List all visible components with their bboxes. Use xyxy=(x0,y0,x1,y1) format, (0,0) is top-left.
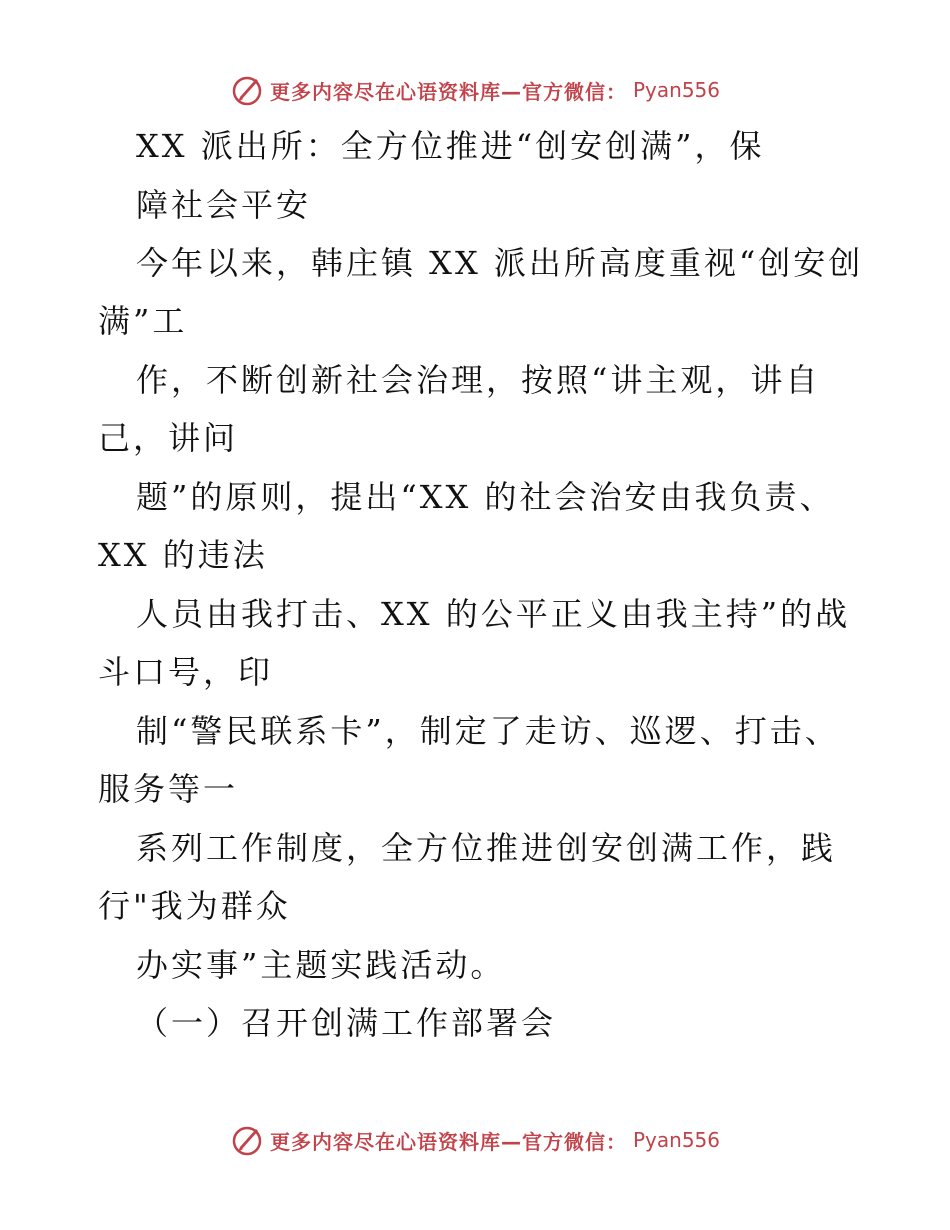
text-line: 办实事”主题实践活动。 xyxy=(136,946,506,984)
text-line: 己，讲问 xyxy=(98,419,239,457)
quill-pen-seal-icon xyxy=(230,1123,264,1157)
text-line: 作，不断创新社会治理，按照“讲主观，讲自 xyxy=(136,361,821,399)
text-line: XX 的违法 xyxy=(98,536,268,574)
text-line: 题”的原则，提出“XX 的社会治安由我负责、 xyxy=(136,478,835,516)
text-line: 制“警民联系卡”，制定了走访、巡逻、打击、 xyxy=(136,712,840,750)
text-line: 人员由我打击、XX 的公平正义由我主持”的战 xyxy=(136,595,851,633)
text-line: 满”工 xyxy=(98,302,188,340)
watermark-account: Pyan556 xyxy=(632,78,720,102)
watermark-text: 更多内容尽在心语资料库—官方微信： xyxy=(269,1129,627,1154)
section-heading: （一）召开创满工作部署会 xyxy=(136,1004,557,1042)
text-line: 服务等一 xyxy=(98,770,239,808)
quill-pen-seal-icon xyxy=(230,73,264,107)
watermark-text: 更多内容尽在心语资料库—官方微信： xyxy=(269,79,627,104)
watermark-footer xyxy=(0,1120,950,1160)
watermark-account: Pyan556 xyxy=(632,1128,720,1152)
document-title-line: XX 派出所：全方位推进“创安创满”，保 xyxy=(136,127,765,165)
text-line: 斗口号，印 xyxy=(98,653,274,691)
text-line: 系列工作制度，全方位推进创安创满工作，践 xyxy=(136,829,837,867)
text-line: 行"我为群众 xyxy=(98,887,291,925)
document-title-line: 障社会平安 xyxy=(136,186,312,224)
watermark-header xyxy=(0,70,950,110)
text-line: 今年以来，韩庄镇 XX 派出所高度重视“创安创 xyxy=(136,244,864,282)
